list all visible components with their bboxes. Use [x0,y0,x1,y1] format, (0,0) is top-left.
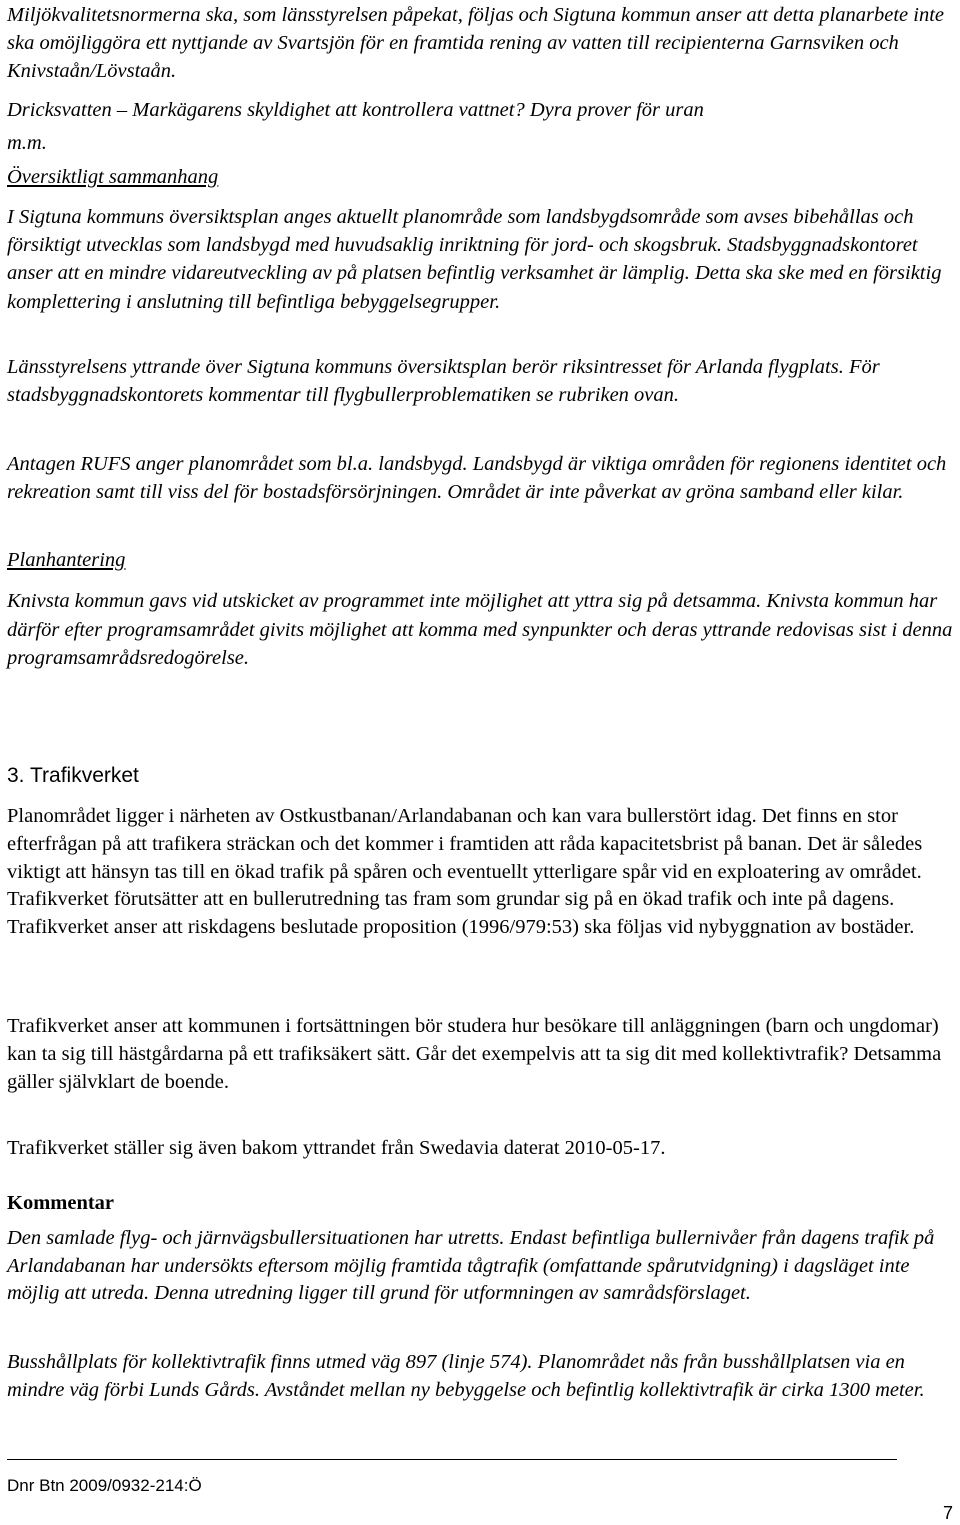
paragraph-rufs: Antagen RUFS anger planområdet som bl.a. landsbygd. Landsbygd är viktiga områden för regionens identitet och rekreation samt till viss del för bostadsförsörjningen. Området är inte påverkat av gröna samband eller kilar. [7,453,947,503]
footer-document-number: Dnr Btn 2009/0932-214:Ö [7,1476,202,1495]
footer-divider [7,1459,897,1460]
paragraph-trafikverket-buller: Planområdet ligger i närheten av Ostkustbanan/Arlandabanan och kan vara bullerstört idag. Det finns en stor efterfrågan på att trafikera sträckan och det kommer i framtiden att råda kapacitetsbrist på banan. Det är således viktigt att hänsyn tas till en ökad trafik på spåren och eventuellt ytterligare spår vid en exploatering av området. Trafikverket förutsätter att en bullerutredning tas fram som grundar sig på en ökad trafik och inte på dagens. Trafikverket anser att riskdagens beslutade proposition (1996/979:53) ska följas vid nybyggnation av bostäder. [7,805,923,939]
intro-paragraph: Miljökvalitetsnormerna ska, som länsstyrelsen påpekat, följas och Sigtuna kommun anser att detta planarbete inte ska omöjliggöra ett nyttjande av Svartsjön för en framtida rening av vatten till recipienterna Garnsviken och Knivstaån/Lövstaån. [7,4,944,82]
drinking-water-question: Dricksvatten – Markägarens skyldighet att kontrollera vattnet? Dyra prover för uran [7,99,704,121]
paragraph-oversiktsplan: I Sigtuna kommuns översiktsplan anges aktuellt planområde som landsbygdsområde som avses bibehållas och försiktigt utvecklas som landsbygd med huvudsaklig inriktning för jord- och skogsbruk. Stadsbyggnadskontoret anser att en mindre vidareutveckling av på platsen befintlig verksamhet är lämplig. Detta ska ske med en försiktig komplettering i anslutning till befintliga bebyggelsegrupper. [7,206,942,313]
paragraph-knivsta: Knivsta kommun gavs vid utskicket av programmet inte möjlighet att yttra sig på detsamma. Knivsta kommun har därför efter programsamrådet givits möjlighet att komma med synpunkter och deras yttrande redovisas sist i denna programsamrådsredogörelse. [7,590,953,669]
heading-trafikverket: 3. Trafikverket [7,764,139,787]
heading-oversiktligt-sammanhang: Översiktligt sammanhang [7,166,219,188]
paragraph-trafikverket-besokare: Trafikverket anser att kommunen i fortsättningen bör studera hur besökare till anläggningen (barn och ungdomar) kan ta sig till hästgårdarna på ett trafiksäkert sätt. Går det exempelvis att ta sig dit med kollektivtrafik? Detsamma gäller självklart de boende. [7,1015,942,1093]
heading-planhantering: Planhantering [7,549,126,571]
paragraph-lansstyrelsen: Länsstyrelsens yttrande över Sigtuna kommuns översiktsplan berör riksintresset för Arlanda flygplats. För stadsbyggnadskontorets kommentar till flygbullerproblematiken se rubriken ovan. [7,356,880,406]
paragraph-trafikverket-swedavia: Trafikverket ställer sig även bakom yttrandet från Swedavia daterat 2010-05-17. [7,1137,666,1159]
drinking-water-question-end: m.m. [7,132,47,154]
paragraph-kommentar-buller: Den samlade flyg- och järnvägsbullersituationen har utretts. Endast befintliga bullernivåer från dagens trafik på Arlandabanan har undersökts eftersom möjlig framtida tågtrafik (omfattande spårutvidgning) i dagsläget inte möjlig att utreda. Denna utredning ligger till grund för utformningen av samrådsförslaget. [7,1227,935,1304]
heading-kommentar: Kommentar [7,1192,115,1214]
paragraph-kommentar-busshallplats: Busshållplats för kollektivtrafik finns utmed väg 897 (linje 574). Planområdet nås från busshållplatsen via en mindre väg förbi Lunds Gårds. Avståndet mellan ny bebyggelse och befintlig kollektivtrafik är cirka 1300 meter. [7,1351,925,1401]
page-number: 7 [942,1503,953,1523]
